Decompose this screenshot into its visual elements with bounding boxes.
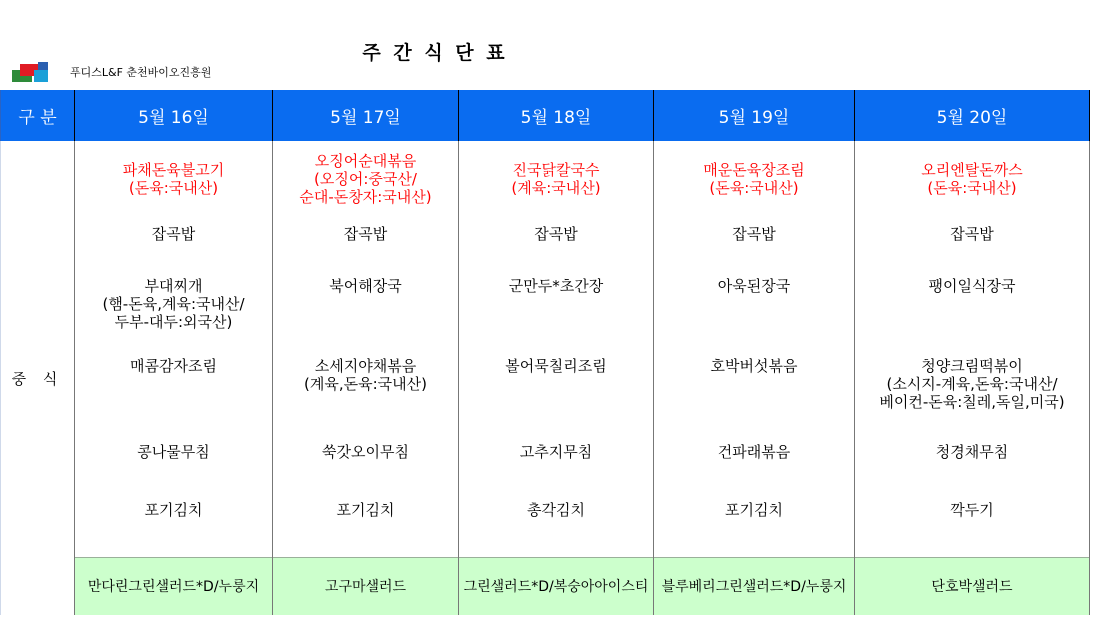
side-dish-row	[1, 349, 1090, 441]
main-dish: 오징어순대볶음 (오징어:중국산/ 순대-돈창자:국내산)	[273, 141, 459, 217]
kimchi-dish: 포기김치	[273, 499, 459, 558]
soup-dish: 군만두*초간장	[459, 273, 654, 349]
soup-dish: 북어해장국	[273, 273, 459, 349]
side-dish: 쑥갓오이무침	[273, 441, 459, 499]
main-dish: 오리엔탈돈까스 (돈육:국내산)	[855, 141, 1090, 217]
kimchi-dish: 포기김치	[654, 499, 855, 558]
salad-dish: 단호박샐러드	[855, 558, 1090, 616]
rice-row	[1, 217, 1090, 273]
kimchi-dish: 총각김치	[459, 499, 654, 558]
main-dish-row	[1, 141, 1090, 217]
kimchi-dish: 포기김치	[75, 499, 273, 558]
rice-dish: 잡곡밥	[459, 217, 654, 273]
main-dish: 진국닭칼국수 (계육:국내산)	[459, 141, 654, 217]
date-header: 5월 18일	[459, 90, 654, 141]
date-header: 5월 16일	[75, 90, 273, 141]
side-dish: 고추지무침	[459, 441, 654, 499]
meal-label: 중 식	[1, 141, 75, 615]
soup-dish: 아욱된장국	[654, 273, 855, 349]
rice-dish: 잡곡밥	[75, 217, 273, 273]
rice-dish: 잡곡밥	[654, 217, 855, 273]
kimchi-row	[1, 499, 1090, 558]
salad-dish: 블루베리그린샐러드*D/누룽지	[654, 558, 855, 616]
date-header: 5월 20일	[855, 90, 1090, 141]
side-dish: 건파래볶음	[654, 441, 855, 499]
salad-dish: 고구마샐러드	[273, 558, 459, 616]
main-dish: 매운돈육장조림 (돈육:국내산)	[654, 141, 855, 217]
page-title: 주 간 식 단 표	[362, 42, 508, 64]
side-dish: 청경채무침	[855, 441, 1090, 499]
side-dish: 콩나물무침	[75, 441, 273, 499]
weekly-menu-table	[0, 90, 1090, 615]
side-dish: 볼어묵칠리조림	[459, 349, 654, 441]
company-logo-icon	[12, 60, 52, 86]
date-header: 5월 19일	[654, 90, 855, 141]
kimchi-dish: 깍두기	[855, 499, 1090, 558]
rice-dish: 잡곡밥	[273, 217, 459, 273]
date-header: 5월 17일	[273, 90, 459, 141]
salad-dish: 그린샐러드*D/복숭아아이스티	[459, 558, 654, 616]
salad-row	[1, 558, 1090, 616]
rice-dish: 잡곡밥	[855, 217, 1090, 273]
main-dish: 파채돈육불고기 (돈육:국내산)	[75, 141, 273, 217]
date-header-row	[1, 90, 1090, 141]
side-dish-row	[1, 441, 1090, 499]
side-dish: 호박버섯볶음	[654, 349, 855, 441]
soup-dish: 팽이일식장국	[855, 273, 1090, 349]
side-dish: 소세지야채볶음 (계육,돈육:국내산)	[273, 349, 459, 441]
soup-dish: 부대찌개 (햄-돈육,계육:국내산/ 두부-대두:외국산)	[75, 273, 273, 349]
header-label: 구 분	[1, 90, 75, 141]
side-dish: 매콤감자조림	[75, 349, 273, 441]
side-dish: 청양크림떡볶이 (소시지-계육,돈육:국내산/ 베이컨-돈육:칠레,독일,미국)	[855, 349, 1090, 441]
company-name: 푸디스L&F 춘천바이오진흥원	[70, 66, 212, 79]
salad-dish: 만다린그린샐러드*D/누룽지	[75, 558, 273, 616]
soup-row	[1, 273, 1090, 349]
